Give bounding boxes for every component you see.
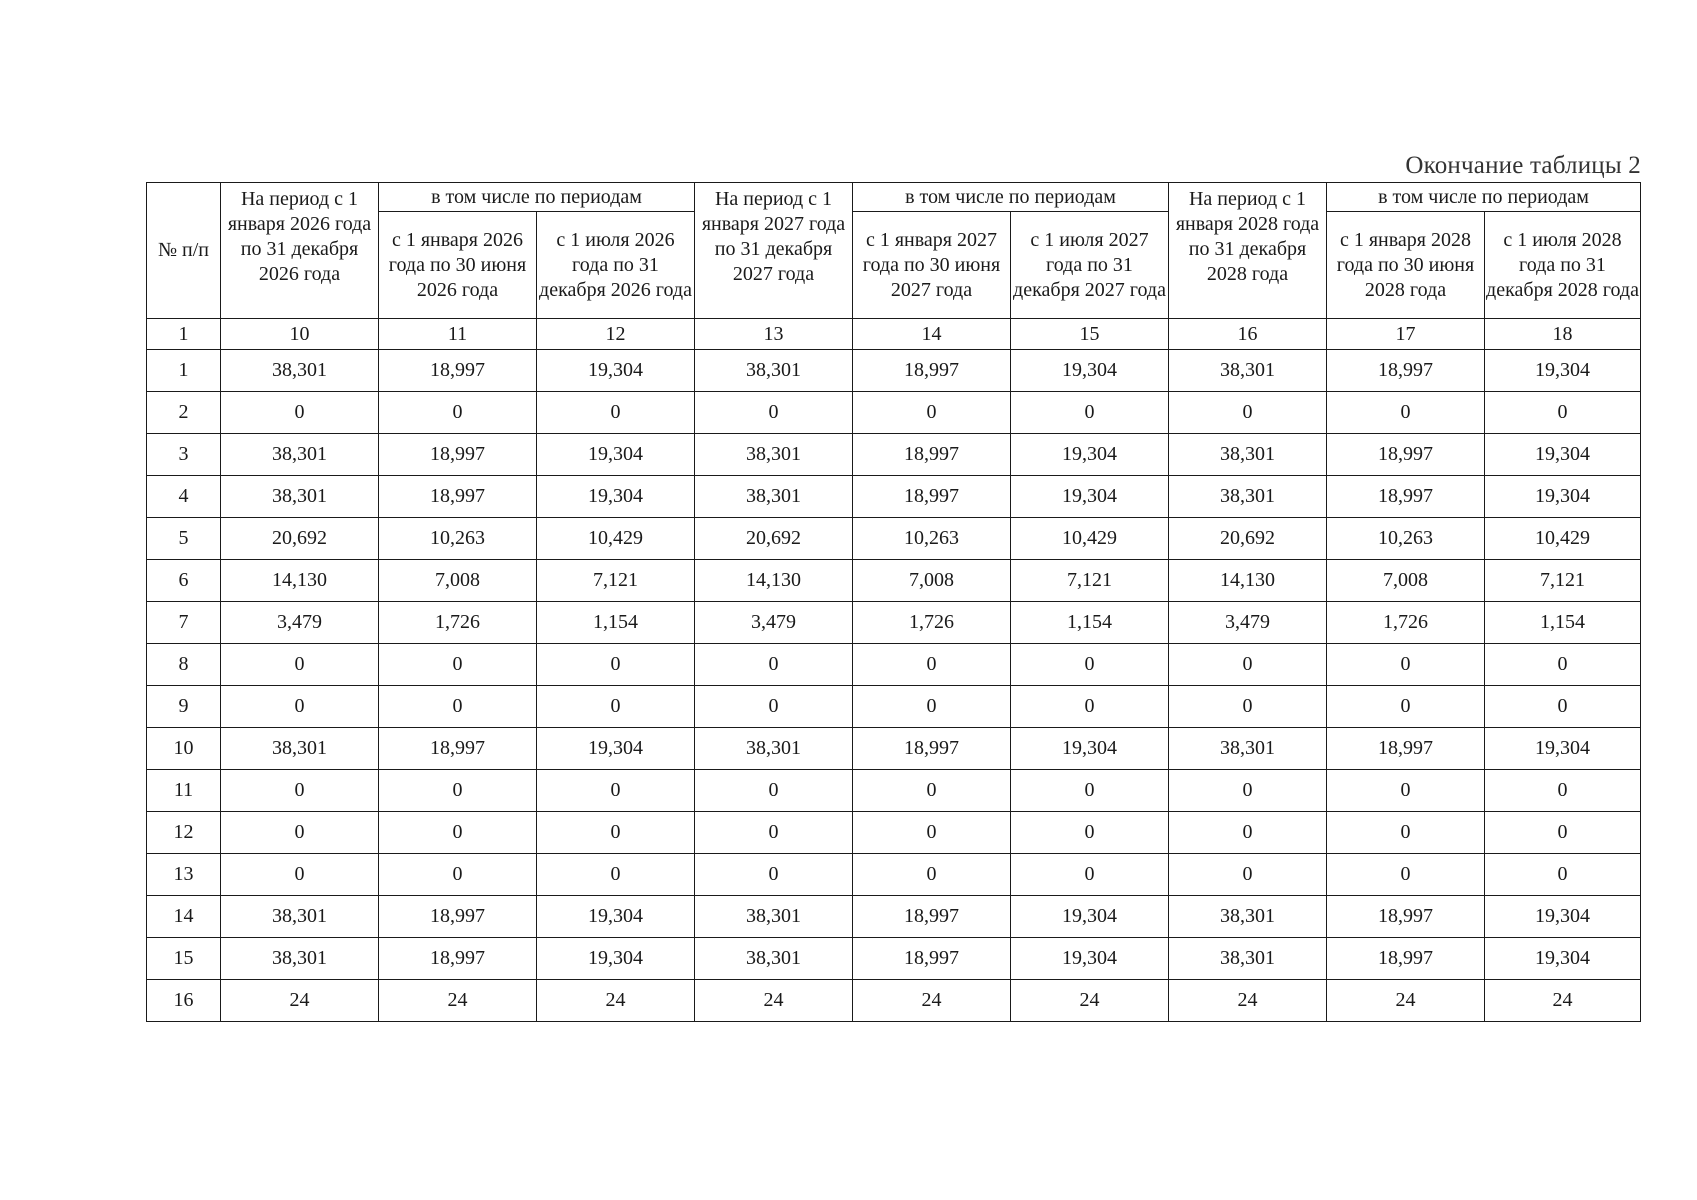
value-cell: 0: [1327, 770, 1485, 812]
column-number-cell: 14: [853, 319, 1011, 350]
value-cell: 18,997: [379, 434, 537, 476]
value-cell: 0: [537, 812, 695, 854]
value-cell: 0: [221, 686, 379, 728]
column-number-cell: 18: [1485, 319, 1641, 350]
column-number-cell: 16: [1169, 319, 1327, 350]
value-cell: 0: [1169, 854, 1327, 896]
column-number-cell: 11: [379, 319, 537, 350]
value-cell: 0: [1485, 770, 1641, 812]
table-row: [147, 602, 1641, 644]
header-subperiods-2027: в том числе по периодам: [853, 183, 1169, 212]
value-cell: 0: [1169, 686, 1327, 728]
table-header: [147, 183, 1641, 319]
value-cell: 24: [1327, 980, 1485, 1022]
value-cell: 38,301: [1169, 434, 1327, 476]
value-cell: 18,997: [853, 434, 1011, 476]
value-cell: 1,726: [1327, 602, 1485, 644]
row-number-cell: 1: [147, 350, 221, 392]
value-cell: 38,301: [695, 350, 853, 392]
value-cell: 0: [537, 686, 695, 728]
data-table: [146, 182, 1641, 1022]
row-number-cell: 9: [147, 686, 221, 728]
row-number-cell: 5: [147, 518, 221, 560]
value-cell: 1,154: [537, 602, 695, 644]
value-cell: 38,301: [695, 728, 853, 770]
value-cell: 1,726: [379, 602, 537, 644]
value-cell: 0: [379, 770, 537, 812]
value-cell: 10,263: [379, 518, 537, 560]
table-row: [147, 560, 1641, 602]
value-cell: 0: [853, 770, 1011, 812]
value-cell: 0: [221, 812, 379, 854]
column-number-cell: 15: [1011, 319, 1169, 350]
value-cell: 0: [379, 854, 537, 896]
value-cell: 7,121: [1485, 560, 1641, 602]
value-cell: 19,304: [537, 938, 695, 980]
value-cell: 18,997: [1327, 476, 1485, 518]
value-cell: 18,997: [379, 350, 537, 392]
table-row: [147, 350, 1641, 392]
value-cell: 0: [537, 854, 695, 896]
value-cell: 7,008: [853, 560, 1011, 602]
value-cell: 19,304: [537, 350, 695, 392]
value-cell: 19,304: [1011, 938, 1169, 980]
value-cell: 0: [221, 854, 379, 896]
value-cell: 19,304: [1485, 476, 1641, 518]
value-cell: 0: [379, 812, 537, 854]
value-cell: 7,008: [1327, 560, 1485, 602]
value-cell: 14,130: [695, 560, 853, 602]
table-row: [147, 476, 1641, 518]
header-period-2028: На период с 1 января 2028 года по 31 декабря 2028 года: [1169, 183, 1327, 319]
value-cell: 14,130: [1169, 560, 1327, 602]
value-cell: 10,263: [1327, 518, 1485, 560]
value-cell: 0: [853, 644, 1011, 686]
value-cell: 0: [379, 644, 537, 686]
value-cell: 0: [1485, 686, 1641, 728]
row-number-cell: 16: [147, 980, 221, 1022]
value-cell: 38,301: [695, 896, 853, 938]
value-cell: 18,997: [1327, 896, 1485, 938]
value-cell: 0: [1327, 392, 1485, 434]
table-row: [147, 938, 1641, 980]
value-cell: 0: [1011, 392, 1169, 434]
value-cell: 38,301: [1169, 728, 1327, 770]
value-cell: 38,301: [221, 896, 379, 938]
table-body: [147, 319, 1641, 1022]
header-h1-2027: с 1 января 2027 года по 30 июня 2027 года: [853, 212, 1011, 319]
header-period-2027: На период с 1 января 2027 года по 31 декабря 2027 года: [695, 183, 853, 319]
value-cell: 18,997: [1327, 434, 1485, 476]
row-number-cell: 6: [147, 560, 221, 602]
value-cell: 0: [1485, 812, 1641, 854]
value-cell: 0: [537, 392, 695, 434]
header-row-number: № п/п: [147, 183, 221, 319]
value-cell: 19,304: [537, 728, 695, 770]
value-cell: 0: [695, 686, 853, 728]
value-cell: 0: [221, 644, 379, 686]
table-row: [147, 686, 1641, 728]
header-subperiods-2028: в том числе по периодам: [1327, 183, 1641, 212]
value-cell: 18,997: [853, 728, 1011, 770]
column-number-cell: 12: [537, 319, 695, 350]
value-cell: 0: [695, 854, 853, 896]
value-cell: 19,304: [537, 896, 695, 938]
value-cell: 0: [695, 812, 853, 854]
column-number-row: [147, 319, 1641, 350]
value-cell: 0: [379, 686, 537, 728]
value-cell: 19,304: [1485, 728, 1641, 770]
table-row: [147, 434, 1641, 476]
value-cell: 0: [853, 854, 1011, 896]
row-number-cell: 15: [147, 938, 221, 980]
column-number-cell: 1: [147, 319, 221, 350]
value-cell: 38,301: [695, 938, 853, 980]
value-cell: 19,304: [1011, 476, 1169, 518]
value-cell: 18,997: [853, 938, 1011, 980]
value-cell: 0: [853, 812, 1011, 854]
value-cell: 19,304: [537, 434, 695, 476]
value-cell: 1,154: [1485, 602, 1641, 644]
value-cell: 38,301: [1169, 476, 1327, 518]
value-cell: 0: [853, 686, 1011, 728]
value-cell: 20,692: [221, 518, 379, 560]
table-row: [147, 392, 1641, 434]
header-subperiods-2026: в том числе по периодам: [379, 183, 695, 212]
value-cell: 18,997: [1327, 350, 1485, 392]
value-cell: 38,301: [221, 350, 379, 392]
table-row: [147, 980, 1641, 1022]
value-cell: 19,304: [1485, 896, 1641, 938]
value-cell: 0: [221, 770, 379, 812]
value-cell: 24: [537, 980, 695, 1022]
value-cell: 0: [1485, 854, 1641, 896]
value-cell: 0: [1169, 770, 1327, 812]
table-row: [147, 728, 1641, 770]
value-cell: 20,692: [695, 518, 853, 560]
table-caption: Окончание таблицы 2: [1405, 152, 1641, 179]
row-number-cell: 3: [147, 434, 221, 476]
header-h2-2027: с 1 июля 2027 года по 31 декабря 2027 года: [1011, 212, 1169, 319]
value-cell: 0: [1169, 644, 1327, 686]
value-cell: 38,301: [695, 434, 853, 476]
value-cell: 0: [221, 392, 379, 434]
value-cell: 38,301: [1169, 896, 1327, 938]
row-number-cell: 12: [147, 812, 221, 854]
value-cell: 10,429: [1011, 518, 1169, 560]
value-cell: 0: [1169, 392, 1327, 434]
value-cell: 0: [695, 770, 853, 812]
header-h1-2026: с 1 января 2026 года по 30 июня 2026 года: [379, 212, 537, 319]
value-cell: 18,997: [379, 476, 537, 518]
value-cell: 0: [1011, 686, 1169, 728]
value-cell: 18,997: [1327, 728, 1485, 770]
value-cell: 0: [1011, 644, 1169, 686]
table-row: [147, 644, 1641, 686]
value-cell: 38,301: [695, 476, 853, 518]
header-h2-2026: с 1 июля 2026 года по 31 декабря 2026 года: [537, 212, 695, 319]
header-h1-2028: с 1 января 2028 года по 30 июня 2028 года: [1327, 212, 1485, 319]
value-cell: 20,692: [1169, 518, 1327, 560]
value-cell: 38,301: [221, 938, 379, 980]
value-cell: 0: [853, 392, 1011, 434]
value-cell: 3,479: [1169, 602, 1327, 644]
table-row: [147, 896, 1641, 938]
table-row: [147, 770, 1641, 812]
row-number-cell: 14: [147, 896, 221, 938]
value-cell: 0: [1011, 854, 1169, 896]
value-cell: 0: [1327, 644, 1485, 686]
value-cell: 38,301: [1169, 350, 1327, 392]
value-cell: 19,304: [1011, 350, 1169, 392]
value-cell: 18,997: [1327, 938, 1485, 980]
column-number-cell: 17: [1327, 319, 1485, 350]
value-cell: 10,263: [853, 518, 1011, 560]
value-cell: 0: [537, 644, 695, 686]
value-cell: 38,301: [221, 728, 379, 770]
row-number-cell: 2: [147, 392, 221, 434]
header-period-2026: На период с 1 января 2026 года по 31 декабря 2026 года: [221, 183, 379, 319]
value-cell: 0: [1327, 686, 1485, 728]
value-cell: 14,130: [221, 560, 379, 602]
value-cell: 0: [1011, 770, 1169, 812]
row-number-cell: 11: [147, 770, 221, 812]
value-cell: 0: [537, 770, 695, 812]
value-cell: 19,304: [1011, 896, 1169, 938]
value-cell: 19,304: [1011, 434, 1169, 476]
value-cell: 18,997: [853, 476, 1011, 518]
value-cell: 1,726: [853, 602, 1011, 644]
value-cell: 1,154: [1011, 602, 1169, 644]
value-cell: 18,997: [379, 938, 537, 980]
column-number-cell: 13: [695, 319, 853, 350]
value-cell: 19,304: [1011, 728, 1169, 770]
value-cell: 0: [1485, 392, 1641, 434]
value-cell: 7,121: [537, 560, 695, 602]
value-cell: 19,304: [537, 476, 695, 518]
value-cell: 0: [379, 392, 537, 434]
row-number-cell: 4: [147, 476, 221, 518]
header-h2-2028: с 1 июля 2028 года по 31 декабря 2028 года: [1485, 212, 1641, 319]
row-number-cell: 7: [147, 602, 221, 644]
value-cell: 24: [1169, 980, 1327, 1022]
row-number-cell: 10: [147, 728, 221, 770]
value-cell: 3,479: [221, 602, 379, 644]
value-cell: 0: [1327, 812, 1485, 854]
value-cell: 38,301: [1169, 938, 1327, 980]
value-cell: 0: [695, 644, 853, 686]
value-cell: 24: [379, 980, 537, 1022]
column-number-cell: 10: [221, 319, 379, 350]
table-row: [147, 812, 1641, 854]
value-cell: 18,997: [853, 350, 1011, 392]
value-cell: 24: [1485, 980, 1641, 1022]
value-cell: 24: [1011, 980, 1169, 1022]
value-cell: 0: [1011, 812, 1169, 854]
value-cell: 38,301: [221, 434, 379, 476]
value-cell: 38,301: [221, 476, 379, 518]
table-row: [147, 854, 1641, 896]
value-cell: 24: [695, 980, 853, 1022]
header-row-top: [147, 183, 1641, 212]
value-cell: 7,121: [1011, 560, 1169, 602]
row-number-cell: 13: [147, 854, 221, 896]
value-cell: 19,304: [1485, 350, 1641, 392]
value-cell: 7,008: [379, 560, 537, 602]
value-cell: 0: [1327, 854, 1485, 896]
value-cell: 18,997: [379, 728, 537, 770]
value-cell: 24: [853, 980, 1011, 1022]
value-cell: 10,429: [1485, 518, 1641, 560]
value-cell: 18,997: [853, 896, 1011, 938]
value-cell: 18,997: [379, 896, 537, 938]
table-row: [147, 518, 1641, 560]
value-cell: 19,304: [1485, 434, 1641, 476]
value-cell: 24: [221, 980, 379, 1022]
value-cell: 10,429: [537, 518, 695, 560]
value-cell: 3,479: [695, 602, 853, 644]
row-number-cell: 8: [147, 644, 221, 686]
value-cell: 0: [695, 392, 853, 434]
value-cell: 0: [1169, 812, 1327, 854]
value-cell: 19,304: [1485, 938, 1641, 980]
value-cell: 0: [1485, 644, 1641, 686]
